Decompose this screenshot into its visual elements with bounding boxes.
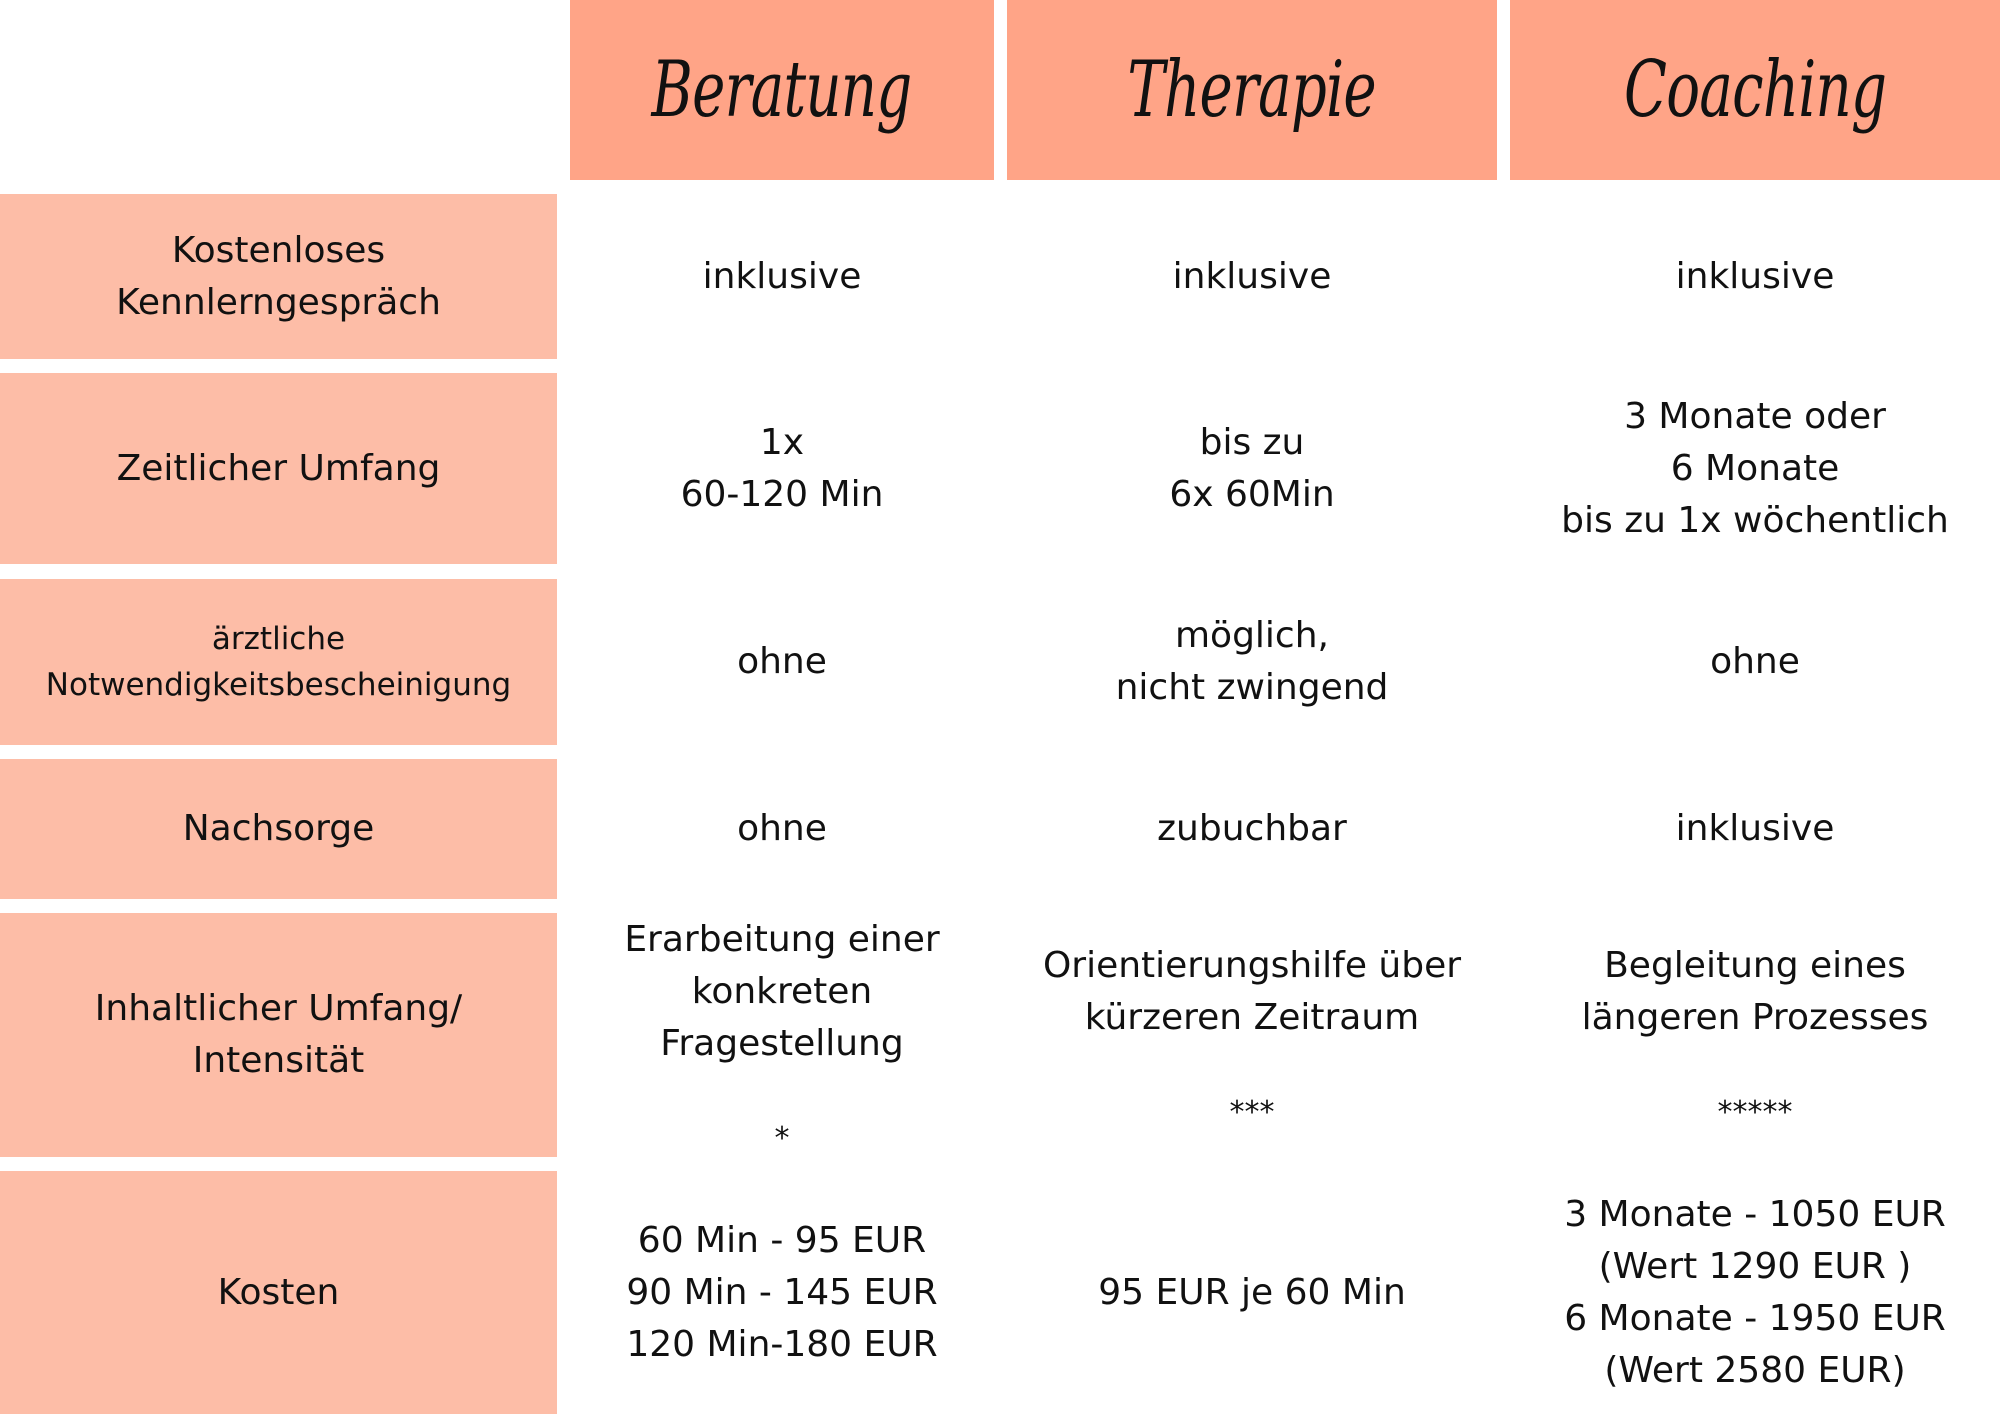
row-label-nachsorge: Nachsorge (0, 759, 557, 899)
table-cell: 3 Monate oder 6 Monate bis zu 1x wöchentlich (1561, 395, 1949, 541)
row-label-notwendigkeitsbescheinigung: ärztliche Notwendigkeitsbescheinigung (0, 579, 557, 745)
row-label-kosten: Kosten (0, 1171, 557, 1414)
row-label-zeitlicher-umfang: Zeitlicher Umfang (0, 373, 557, 564)
table-cell: zubuchbar (1157, 808, 1347, 849)
table-cell: inklusive (1675, 255, 1835, 297)
table-cell: ohne (737, 641, 827, 682)
table-cell: bis zu 6x 60Min (1169, 421, 1335, 515)
intensity-stars: * (774, 1121, 790, 1156)
table-cell: 95 EUR je 60 Min (1098, 1271, 1406, 1313)
table-cell (1007, 913, 1497, 1157)
table-cell: möglich, nicht zwingend (1115, 615, 1389, 708)
table-cell: 1x 60-120 Min (680, 421, 884, 515)
column-header-therapie (1007, 0, 1497, 180)
table-cell: inklusive (1172, 255, 1332, 297)
column-header-label: Coaching (1623, 45, 1887, 135)
cell-text: Begleitung eines längeren Prozesses (1581, 945, 1929, 1038)
table-cell: ohne (737, 808, 827, 849)
column-header-label: Therapie (1127, 45, 1377, 135)
row-label-inhaltlicher-umfang: Inhaltlicher Umfang/ Intensität (0, 913, 557, 1157)
table-cell: inklusive (1675, 808, 1835, 849)
column-header-label: Beratung (652, 45, 912, 135)
intensity-stars: ***** (1717, 1095, 1793, 1130)
column-header-beratung (570, 0, 994, 180)
table-cell: inklusive (702, 255, 862, 297)
row-label-kennlerngespraech: Kostenloses Kennlerngespräch (0, 194, 557, 359)
table-cell: 3 Monate - 1050 EUR (Wert 1290 EUR ) 6 Monate - 1950 EUR (Wert 2580 EUR) (1564, 1193, 1946, 1391)
table-cell (570, 913, 994, 1157)
table-cell: ohne (1710, 641, 1800, 682)
cell-text: Erarbeitung einer konkreten Fragestellung (624, 919, 940, 1064)
table-cell (1510, 913, 2000, 1157)
intensity-stars: *** (1229, 1095, 1275, 1130)
column-header-coaching (1510, 0, 2000, 180)
table-cell: 60 Min - 95 EUR 90 Min - 145 EUR 120 Min-180 EUR (626, 1219, 938, 1365)
cell-text: Orientierungshilfe über kürzeren Zeitraum (1042, 945, 1462, 1038)
